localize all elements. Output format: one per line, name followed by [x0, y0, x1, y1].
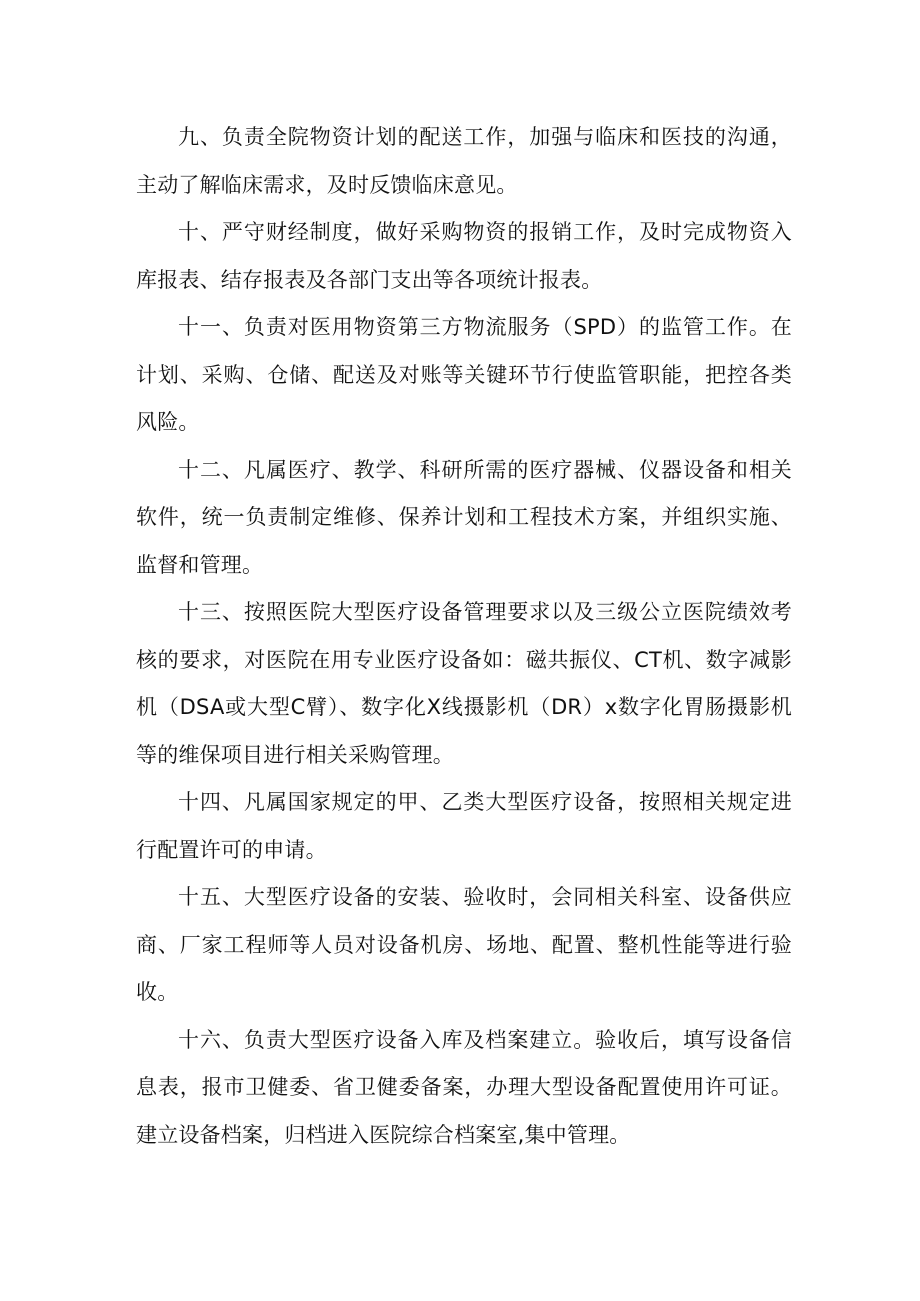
paragraph-item-14: 十四、凡属国家规定的甲、乙类大型医疗设备，按照相关规定进行配置许可的申请。	[136, 790, 792, 862]
paragraph-item-11: 十一、负责对医用物资第三方物流服务（SPD）的监管工作。在计划、采购、仓储、配送及对账等关键环节行使监管职能，把控各类风险。	[136, 315, 792, 434]
paragraph-item-15: 十五、大型医疗设备的安装、验收时，会同相关科室、设备供应商、厂家工程师等人员对设备机房、场地、配置、整机性能等进行验收。	[136, 885, 792, 1004]
paragraph-item-13: 十三、按照医院大型医疗设备管理要求以及三级公立医院绩效考核的要求，对医院在用专业医疗设备如：磁共振仪、CT机、数字减影机（DSA或大型C臂）、数字化X线摄影机（DR）x数字化胃肠摄影机等的维保项目进行相关采购管理。	[136, 600, 792, 767]
paragraph-item-12: 十二、凡属医疗、教学、科研所需的医疗器械、仪器设备和相关软件，统一负责制定维修、保养计划和工程技术方案，并组织实施、监督和管理。	[136, 457, 792, 577]
paragraph-item-9: 九、负责全院物资计划的配送工作，加强与临床和医技的沟通，主动了解临床需求，及时反馈临床意见。	[136, 125, 792, 197]
paragraph-item-10: 十、严守财经制度，做好采购物资的报销工作，及时完成物资入库报表、结存报表及各部门支出等各项统计报表。	[136, 220, 792, 292]
paragraph-item-16: 十六、负责大型医疗设备入库及档案建立。验收后，填写设备信息表，报市卫健委、省卫健委备案，办理大型设备配置使用许可证。建立设备档案，归档进入医院综合档案室,集中管理。	[136, 1027, 792, 1147]
document-body	[136, 114, 792, 1159]
